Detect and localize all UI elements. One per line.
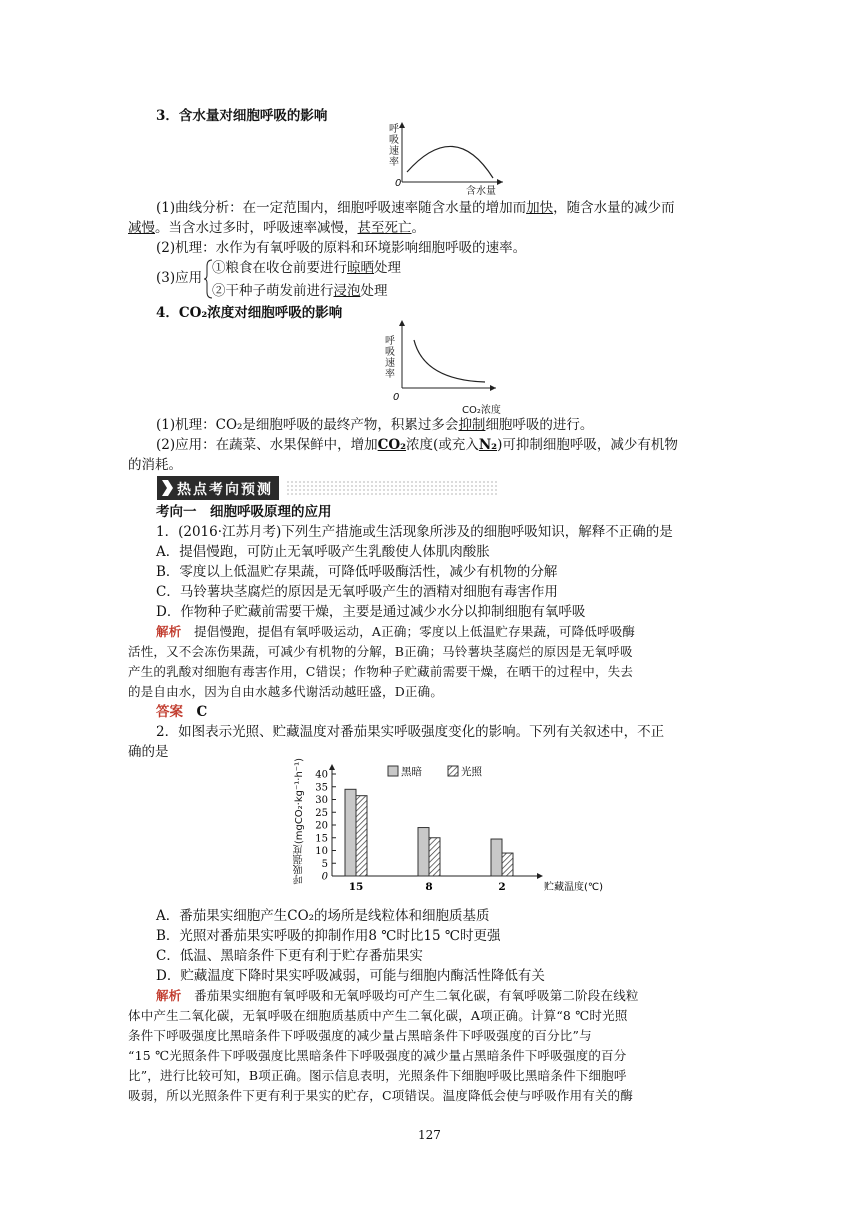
legend-swatch-dark (388, 766, 398, 776)
q1-answer-label: 答案 (156, 704, 183, 720)
q2-analysis-line6: 吸弱，所以光照条件下更有利于果实的贮存，C项错误。温度降低会使与呼吸作用有关的酶 (128, 1088, 634, 1103)
q1-option-b: B．零度以上低温贮存果蔬，可降低呼吸酶活性，减少有机物的分解 (156, 564, 558, 580)
bar-dark-8 (418, 828, 429, 876)
q2-option-d: D．贮藏温度下降时果实呼吸减弱，可能与细胞内酶活性降低有关 (156, 968, 545, 984)
q2-analysis-line2: 体中产生二氧化碳，无氧呼吸在细胞质基质中产生二氧化碳，A项正确。计算“8 ℃时光照 (128, 1008, 628, 1023)
y-tick-label: 15 (315, 833, 328, 845)
water-chart-ylabel: 呼吸速率 (389, 124, 399, 168)
q2-analysis-line1: 解析 番茄果实细胞有氧呼吸和无氧呼吸均可产生二氧化碳，有氧呼吸第二阶段在线粒 (156, 988, 639, 1003)
q1-analysis-label: 解析 (156, 624, 182, 639)
q2-analysis-line4: “15 ℃光照条件下呼吸强度比黑暗条件下呼吸强度的减少量占黑暗条件下呼吸强度的百分 (128, 1048, 627, 1063)
y-tick-label: 30 (315, 795, 328, 806)
chart-xlabel: 贮藏温度(℃) (544, 882, 604, 893)
q2-analysis-label: 解析 (156, 988, 182, 1003)
y-tick-label: 5 (321, 858, 328, 870)
q2-option-b: B．光照对番茄果实呼吸的抑制作用8 ℃时比15 ℃时更强 (156, 928, 501, 944)
bar-light-8 (429, 838, 440, 876)
y-tick-label: 25 (315, 807, 328, 819)
q2-stem-line2: 确的是 (128, 744, 169, 760)
y-axis-arrow (329, 764, 335, 770)
section-4-title: 4．CO₂浓度对细胞呼吸的影响 (156, 305, 343, 321)
chevron-right-icon (160, 479, 174, 497)
bar-dark-2 (491, 839, 502, 876)
q1-answer: 答案 C (156, 704, 208, 720)
section-3-title: 3．含水量对细胞呼吸的影响 (156, 108, 328, 124)
q1-analysis-line1: 解析 提倡慢跑，提倡有氧呼吸运动，A正确；零度以上低温贮存果蔬，可降低呼吸酶 (156, 624, 636, 639)
y-tick-label: 35 (315, 782, 328, 794)
chart-ylabel: 呼吸强度(mgCO₂·kg⁻¹·h⁻¹) (294, 758, 305, 885)
bar-light-2 (502, 853, 513, 876)
q1-stem: 1．(2016·江苏月考)下列生产措施或生活现象所涉及的细胞呼吸知识，解释不正确的是 (156, 524, 673, 540)
y-tick-label: 0 (321, 871, 328, 883)
sec4-p2-line2: 的消耗。 (128, 457, 182, 473)
sec3-p1-line1: (1)曲线分析：在一定范围内，细胞呼吸速率随含水量的增加而加快，随含水量的减少而 (156, 200, 675, 216)
sec3-p2: (2)机理：水作为有氧呼吸的原料和环境影响细胞呼吸的速率。 (156, 240, 527, 256)
sec3-p3-label: (3)应用 (156, 270, 203, 286)
co2-curve (414, 340, 485, 382)
y-tick-label: 20 (315, 820, 328, 832)
q1-option-d: D．作物种子贮藏前需要干燥，主要是通过减少水分以抑制细胞有氧呼吸 (156, 604, 586, 620)
direction-title: 考向一 细胞呼吸原理的应用 (156, 504, 332, 520)
x-tick-label: 8 (425, 881, 433, 893)
co2-chart-ylabel: 呼吸速率 (385, 336, 395, 380)
bar-light-15 (356, 796, 367, 876)
y-tick-label: 10 (315, 846, 328, 857)
q2-option-c: C．低温、黑暗条件下更有利于贮存番茄果实 (156, 948, 423, 964)
water-chart-origin: 0 (395, 178, 402, 189)
sec4-p2-line1: (2)应用：在蔬菜、水果保鲜中，增加CO₂浓度(或充入N₂)可抑制细胞呼吸，减少有机物 (156, 437, 678, 453)
q2-option-a: A．番茄果实细胞产生CO₂的场所是线粒体和细胞质基质 (156, 908, 490, 924)
y-tick-label: 40 (315, 769, 328, 781)
q2-analysis-line5: 比”，进行比较可知，B项正确。图示信息表明，光照条件下细胞呼吸比黑暗条件下细胞呼 (128, 1068, 627, 1083)
q1-analysis-line3: 产生的乳酸对细胞有毒害作用，C错误；作物种子贮藏前需要干燥，在晒干的过程中，失去 (128, 664, 634, 679)
bar-chart (290, 758, 610, 896)
x-tick-label: 2 (498, 881, 506, 893)
legend-label-dark: 黑暗 (401, 766, 422, 778)
q2-stem-line1: 2．如图表示光照、贮藏温度对番茄果实呼吸强度变化的影响。下列有关叙述中，不正 (156, 724, 665, 740)
legend-label-light: 光照 (461, 766, 482, 778)
q2-analysis-line3: 条件下呼吸强度比黑暗条件下呼吸强度的减少量占黑暗条件下呼吸强度的百分比”与 (128, 1028, 592, 1043)
sec3-p1-line2: 减慢。当含水过多时，呼吸速率减慢，甚至死亡。 (128, 220, 425, 236)
q1-analysis-line2: 活性，又不会冻伤果蔬，可减少有机物的分解，B正确；马铃薯块茎腐烂的原因是无氧呼吸 (128, 644, 633, 659)
banner-dots (286, 480, 498, 496)
q1-analysis-line4: 的是自由水，因为自由水越多代谢活动越旺盛，D正确。 (128, 684, 444, 699)
sec4-p1: (1)机理：CO₂是细胞呼吸的最终产物，积累过多会抑制细胞呼吸的进行。 (156, 417, 594, 433)
x-axis-arrow (537, 873, 543, 879)
co2-chart-xlabel: CO₂浓度 (462, 405, 501, 416)
co2-chart-origin: 0 (393, 392, 400, 403)
q1-option-a: A．提倡慢跑，可防止无氧呼吸产生乳酸使人体肌肉酸胀 (156, 544, 490, 560)
page-number: 127 (418, 1128, 441, 1142)
co2-chart (390, 318, 502, 400)
sec3-p3-item2: ②干种子萌发前进行浸泡处理 (212, 283, 388, 299)
banner-title: 热点考向预测 (177, 482, 273, 498)
bar-dark-15 (345, 789, 356, 876)
legend-swatch-light (448, 766, 458, 776)
q1-option-c: C．马铃薯块茎腐烂的原因是无氧呼吸产生的酒精对细胞有毒害作用 (156, 584, 558, 600)
water-curve (407, 146, 493, 178)
water-chart-xlabel: 含水量 (466, 186, 496, 197)
sec3-p3-item1: ①粮食在收仓前要进行晾晒处理 (212, 260, 401, 276)
section-banner (157, 476, 279, 500)
x-tick-label: 15 (348, 881, 364, 893)
